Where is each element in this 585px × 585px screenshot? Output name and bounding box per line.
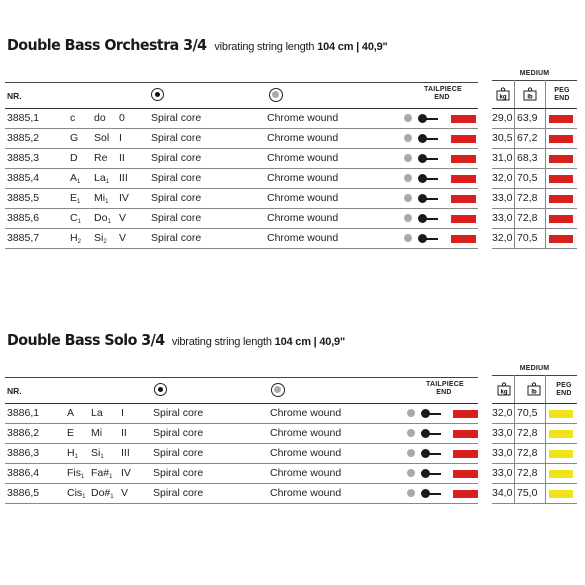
tension-lb: 70,5 — [517, 232, 538, 244]
winding-type: Chrome wound — [267, 212, 339, 224]
dot-icon — [407, 409, 415, 417]
solfege-name: La — [91, 407, 103, 419]
tension-row — [492, 229, 577, 249]
tension-lb: 75,0 — [517, 487, 538, 499]
medium-header: MEDIUM — [519, 365, 550, 372]
tension-lb: 72,8 — [517, 447, 538, 459]
table-row — [5, 129, 478, 149]
peg-color-marker — [549, 175, 573, 183]
solo-title-line — [7, 331, 345, 350]
ball-end-stick — [426, 138, 438, 140]
tailpiece-color-marker — [451, 155, 476, 163]
tension-row — [492, 149, 577, 169]
column-sep — [514, 444, 515, 463]
dot-icon — [404, 154, 412, 162]
article-number: 3885,3 — [7, 152, 40, 164]
tension-kg: 34,0 — [492, 487, 513, 499]
medium-header-sep — [545, 375, 546, 404]
table-row — [5, 464, 478, 484]
roman-numeral: IV — [121, 467, 131, 479]
dot-icon — [407, 489, 415, 497]
peg-end-header: PEG END — [554, 87, 570, 102]
ball-end-stick — [426, 198, 438, 200]
table-row — [5, 444, 478, 464]
column-sep — [514, 109, 515, 128]
dot-icon — [404, 194, 412, 202]
kg-weight-icon — [496, 87, 510, 101]
orchestra-subtitle: vibrating string length 104 cm | 40,9" — [214, 41, 388, 53]
column-sep — [514, 424, 515, 443]
dot-icon — [407, 469, 415, 477]
table-row — [5, 229, 478, 249]
dot-icon — [407, 429, 415, 437]
core-type: Spiral core — [153, 447, 204, 459]
tension-lb: 63,9 — [517, 112, 538, 124]
article-number: 3885,5 — [7, 192, 40, 204]
dot-icon — [404, 114, 412, 122]
article-number: 3886,1 — [7, 407, 40, 419]
solfege-name: $La_1$ — [94, 172, 110, 185]
tension-row — [492, 444, 577, 464]
tension-kg: 33,0 — [492, 212, 513, 224]
article-number: 3885,6 — [7, 212, 40, 224]
tailpiece-color-marker — [453, 490, 478, 498]
winding-type: Chrome wound — [267, 132, 339, 144]
tension-row — [492, 109, 577, 129]
peg-color-marker — [549, 490, 573, 498]
tailpiece-color-marker — [453, 430, 478, 438]
column-sep — [514, 149, 515, 168]
tailpiece-color-marker — [453, 410, 478, 418]
tailpiece-end-header: TAILPIECE END — [426, 381, 464, 396]
orchestra-medium-table — [492, 108, 577, 249]
lb-weight-icon — [527, 382, 541, 396]
article-number: 3886,2 — [7, 427, 40, 439]
column-sep — [514, 229, 515, 248]
solo-title: Double Bass Solo 3/4 — [7, 331, 165, 349]
tension-row — [492, 424, 577, 444]
tailpiece-color-marker — [451, 235, 476, 243]
column-sep — [545, 209, 546, 228]
peg-color-marker — [549, 155, 573, 163]
tension-row — [492, 189, 577, 209]
roman-numeral: III — [119, 172, 128, 184]
column-sep — [545, 464, 546, 483]
peg-color-marker — [549, 195, 573, 203]
ball-end-stick — [429, 473, 441, 475]
dot-icon — [404, 134, 412, 142]
peg-color-marker — [549, 450, 573, 458]
medium-header-sep — [514, 80, 515, 109]
ball-end-stick — [426, 158, 438, 160]
column-sep — [545, 129, 546, 148]
roman-numeral: V — [119, 232, 127, 244]
solo-medium-table — [492, 403, 577, 504]
orchestra-title: Double Bass Orchestra 3/4 — [7, 36, 207, 54]
core-type: Spiral core — [151, 172, 202, 184]
tailpiece-color-marker — [451, 215, 476, 223]
tailpiece-color-marker — [453, 450, 478, 458]
article-number: 3885,7 — [7, 232, 40, 244]
winding-type: Chrome wound — [270, 447, 342, 459]
note-name: E — [67, 427, 75, 439]
article-number: 3886,5 — [7, 487, 40, 499]
solfege-name: $Mi_1$ — [94, 192, 109, 205]
medium-header-rule — [492, 80, 577, 81]
peg-color-marker — [549, 135, 573, 143]
core-type: Spiral core — [151, 152, 202, 164]
column-sep — [545, 149, 546, 168]
solfege-name: Sol — [94, 132, 110, 144]
medium-header: MEDIUM — [519, 70, 550, 77]
chrome-wound-icon — [269, 88, 283, 102]
tension-row — [492, 129, 577, 149]
ball-end-stick — [426, 218, 438, 220]
medium-header-sep — [514, 375, 515, 404]
article-number: 3886,3 — [7, 447, 40, 459]
winding-type: Chrome wound — [267, 192, 339, 204]
article-number: 3885,4 — [7, 172, 40, 184]
note-name: $E_1$ — [70, 192, 81, 205]
orchestra-header-top-rule — [5, 82, 478, 83]
peg-color-marker — [549, 215, 573, 223]
column-sep — [545, 404, 546, 423]
roman-numeral: V — [119, 212, 127, 224]
peg-color-marker — [549, 430, 573, 438]
peg-color-marker — [549, 410, 573, 418]
peg-color-marker — [549, 470, 573, 478]
solo-table — [5, 403, 478, 504]
solo-subtitle: vibrating string length 104 cm | 40,9" — [171, 336, 345, 348]
column-sep — [545, 484, 546, 503]
column-sep — [545, 109, 546, 128]
column-sep — [545, 424, 546, 443]
tailpiece-color-marker — [451, 115, 476, 123]
table-row — [5, 169, 478, 189]
column-sep — [514, 209, 515, 228]
winding-type: Chrome wound — [270, 467, 342, 479]
tension-row — [492, 169, 577, 189]
core-type: Spiral core — [153, 427, 204, 439]
winding-type: Chrome wound — [267, 172, 339, 184]
tension-lb: 70,5 — [517, 172, 538, 184]
lb-weight-icon — [523, 87, 537, 101]
solfege-name: do — [94, 112, 106, 124]
spiral-core-icon — [154, 383, 167, 396]
roman-numeral: III — [121, 447, 130, 459]
solfege-name: $Si_1$ — [91, 447, 104, 460]
note-name: G — [70, 132, 79, 144]
tension-kg: 33,0 — [492, 447, 513, 459]
kg-weight-icon — [497, 382, 511, 396]
core-type: Spiral core — [151, 192, 202, 204]
tension-kg: 33,0 — [492, 467, 513, 479]
tension-lb: 68,3 — [517, 152, 538, 164]
nr-header: NR. — [7, 91, 22, 101]
winding-type: Chrome wound — [267, 232, 339, 244]
column-sep — [545, 444, 546, 463]
dot-icon — [407, 449, 415, 457]
solfege-name: $Do_1$ — [94, 212, 111, 225]
note-name: D — [70, 152, 78, 164]
winding-type: Chrome wound — [267, 152, 339, 164]
dot-icon — [404, 214, 412, 222]
roman-numeral: I — [121, 407, 124, 419]
column-sep — [514, 169, 515, 188]
roman-numeral: V — [121, 487, 129, 499]
tension-row — [492, 464, 577, 484]
orchestra-table — [5, 108, 478, 249]
roman-numeral: IV — [119, 192, 129, 204]
column-sep — [545, 189, 546, 208]
note-name: $H_2$ — [70, 232, 81, 245]
svg-text:kg: kg — [499, 94, 507, 101]
solfege-name: $Fa\#_1$ — [91, 467, 113, 480]
orchestra-title-line — [7, 36, 388, 55]
chrome-wound-icon — [271, 383, 285, 397]
ball-end-stick — [426, 238, 438, 240]
tension-lb: 72,8 — [517, 427, 538, 439]
solfege-name: Mi — [91, 427, 103, 439]
note-name: A — [67, 407, 75, 419]
tension-kg: 33,0 — [492, 427, 513, 439]
svg-text:lb: lb — [527, 94, 533, 101]
note-name: Fis$_1$ — [67, 467, 85, 480]
tailpiece-color-marker — [451, 175, 476, 183]
core-type: Spiral core — [151, 212, 202, 224]
svg-text:kg: kg — [500, 389, 508, 396]
winding-type: Chrome wound — [270, 427, 342, 439]
note-name: Cis$_1$ — [67, 487, 86, 500]
column-sep — [514, 404, 515, 423]
tension-lb: 72,8 — [517, 192, 538, 204]
table-row — [5, 424, 478, 444]
dot-icon — [404, 174, 412, 182]
winding-type: Chrome wound — [270, 487, 342, 499]
column-sep — [545, 229, 546, 248]
column-sep — [514, 189, 515, 208]
tension-lb: 72,8 — [517, 467, 538, 479]
table-row — [5, 109, 478, 129]
table-row — [5, 209, 478, 229]
tension-kg: 29,0 — [492, 112, 513, 124]
tension-lb: 67,2 — [517, 132, 538, 144]
note-name: c — [70, 112, 76, 124]
article-number: 3885,1 — [7, 112, 40, 124]
column-sep — [545, 169, 546, 188]
tension-kg: 30,5 — [492, 132, 513, 144]
tailpiece-end-header: TAILPIECE END — [424, 86, 462, 101]
roman-numeral: 0 — [119, 112, 125, 124]
table-row — [5, 404, 478, 424]
solfege-name: Re — [94, 152, 108, 164]
roman-numeral: II — [119, 152, 125, 164]
tension-kg: 32,0 — [492, 407, 513, 419]
ball-end-stick — [429, 433, 441, 435]
note-name: $C_1$ — [70, 212, 81, 225]
core-type: Spiral core — [153, 407, 204, 419]
nr-header: NR. — [7, 386, 22, 396]
winding-type: Chrome wound — [267, 112, 339, 124]
tension-kg: 32,0 — [492, 232, 513, 244]
core-type: Spiral core — [151, 132, 202, 144]
tension-row — [492, 404, 577, 424]
tailpiece-color-marker — [451, 135, 476, 143]
core-type: Spiral core — [151, 112, 202, 124]
table-row — [5, 189, 478, 209]
medium-header-rule — [492, 375, 577, 376]
core-type: Spiral core — [153, 487, 204, 499]
core-type: Spiral core — [151, 232, 202, 244]
table-row — [5, 149, 478, 169]
solo-header-top-rule — [5, 377, 478, 378]
ball-end-stick — [429, 413, 441, 415]
ball-end-stick — [426, 118, 438, 120]
tailpiece-color-marker — [453, 470, 478, 478]
roman-numeral: II — [121, 427, 127, 439]
solfege-name: $Do\#_1$ — [91, 487, 114, 500]
tension-lb: 70,5 — [517, 407, 538, 419]
column-sep — [514, 464, 515, 483]
tailpiece-color-marker — [451, 195, 476, 203]
spiral-core-icon — [151, 88, 164, 101]
peg-color-marker — [549, 235, 573, 243]
tension-kg: 31,0 — [492, 152, 513, 164]
dot-icon — [404, 234, 412, 242]
ball-end-stick — [429, 493, 441, 495]
ball-end-stick — [426, 178, 438, 180]
core-type: Spiral core — [153, 467, 204, 479]
note-name: $A_1$ — [70, 172, 81, 185]
tension-row — [492, 209, 577, 229]
ball-end-stick — [429, 453, 441, 455]
winding-type: Chrome wound — [270, 407, 342, 419]
peg-end-header: PEG END — [556, 382, 572, 397]
article-number: 3885,2 — [7, 132, 40, 144]
table-row — [5, 484, 478, 504]
peg-color-marker — [549, 115, 573, 123]
medium-header-sep — [545, 80, 546, 109]
tension-lb: 72,8 — [517, 212, 538, 224]
note-name: $H_1$ — [67, 447, 78, 460]
solfege-name: $Si_2$ — [94, 232, 107, 245]
tension-kg: 32,0 — [492, 172, 513, 184]
column-sep — [514, 484, 515, 503]
roman-numeral: I — [119, 132, 122, 144]
svg-text:lb: lb — [531, 389, 537, 396]
tension-row — [492, 484, 577, 504]
tension-kg: 33,0 — [492, 192, 513, 204]
article-number: 3886,4 — [7, 467, 40, 479]
column-sep — [514, 129, 515, 148]
